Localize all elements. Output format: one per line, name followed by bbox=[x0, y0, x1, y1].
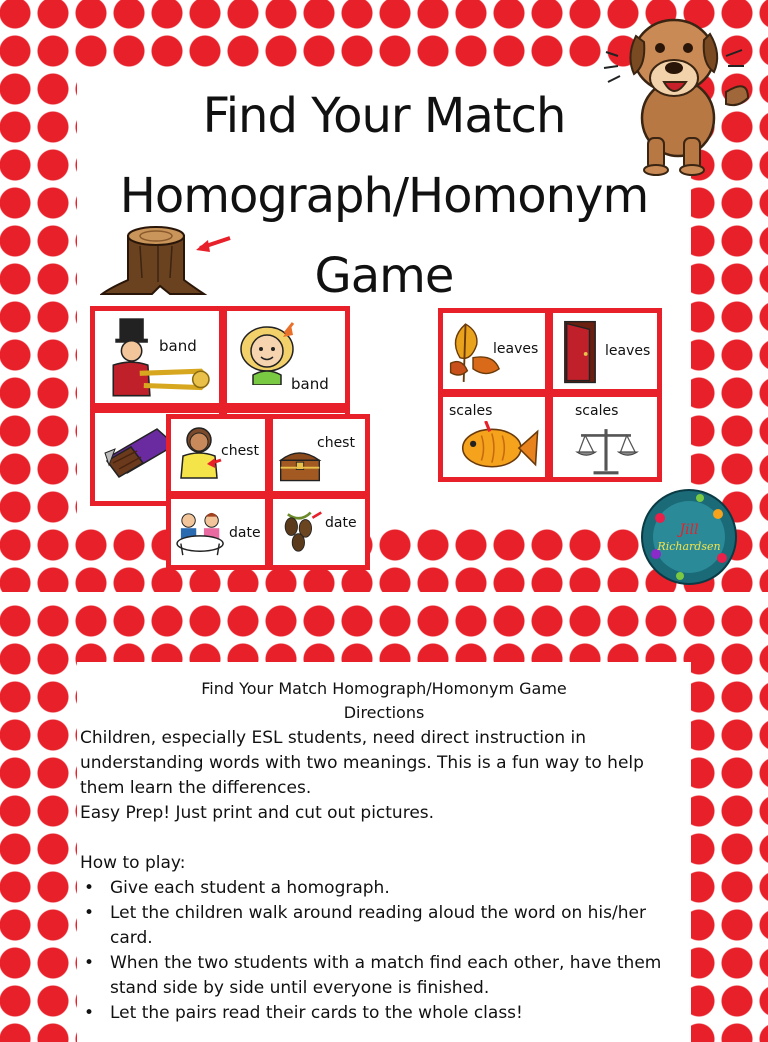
page-title-line-3: Game bbox=[314, 248, 454, 304]
author-logo bbox=[640, 488, 738, 586]
card-leaves-door bbox=[548, 308, 662, 394]
directions-prep: Easy Prep! Just print and cut out pictures. bbox=[80, 803, 435, 823]
card-chest-treasure bbox=[268, 414, 370, 496]
card-label: band bbox=[291, 375, 329, 393]
card-chest-boy bbox=[166, 414, 270, 496]
card-label: chest bbox=[221, 443, 259, 459]
date-fruit-icon bbox=[279, 507, 323, 555]
card-label: leaves bbox=[605, 343, 651, 359]
card-scales-fish bbox=[438, 392, 550, 482]
door-icon bbox=[561, 319, 599, 387]
directions-subheading: Directions bbox=[343, 703, 425, 722]
directions-how-to: How to play: bbox=[80, 853, 186, 873]
card-leaves-autumn bbox=[438, 308, 550, 394]
logo-line-1: Jill bbox=[679, 522, 699, 538]
card-scales-balance bbox=[548, 392, 662, 482]
card-label: scales bbox=[449, 403, 493, 419]
page-divider bbox=[0, 592, 768, 600]
directions-intro: Children, especially ESL students, need direct instruction in understanding words with two meanings. This is a fun way to help them learn the differences. bbox=[80, 728, 644, 798]
drummer-icon bbox=[99, 315, 211, 399]
card-band-girl bbox=[222, 306, 350, 408]
card-label: date bbox=[325, 515, 357, 531]
card-label: scales bbox=[575, 403, 619, 419]
directions-steps bbox=[80, 876, 690, 1026]
directions-step: • Give each student a homograph. bbox=[80, 876, 690, 901]
card-date-fruit bbox=[268, 494, 370, 570]
directions-heading: Find Your Match Homograph/Homonym Game bbox=[201, 679, 567, 698]
logo-line-2: Richardsen bbox=[657, 540, 721, 553]
directions-step: • Let the children walk around reading aloud the word on his/her card. bbox=[80, 901, 690, 951]
page-title-line-2: Homograph/Homonym bbox=[119, 168, 649, 224]
tree-stump-icon bbox=[100, 222, 235, 297]
page-title-line-1: Find Your Match bbox=[202, 88, 566, 144]
card-label: chest bbox=[317, 435, 355, 451]
card-band-drummer bbox=[90, 306, 224, 408]
directions-body bbox=[80, 726, 690, 1026]
card-label: date bbox=[229, 525, 261, 541]
card-label: band bbox=[159, 337, 197, 355]
balance-scale-icon bbox=[573, 425, 639, 477]
boy-icon bbox=[175, 423, 225, 485]
directions-step: • When the two students with a match find each other, have them stand side by side until everyone is finished. bbox=[80, 951, 690, 1001]
couple-dining-icon bbox=[173, 509, 231, 557]
card-date-couple bbox=[166, 494, 270, 570]
directions-step: • Let the pairs read their cards to the whole class! bbox=[80, 1001, 690, 1026]
directions-spacer bbox=[80, 826, 690, 851]
fish-icon bbox=[453, 421, 539, 473]
card-label: leaves bbox=[493, 341, 539, 357]
